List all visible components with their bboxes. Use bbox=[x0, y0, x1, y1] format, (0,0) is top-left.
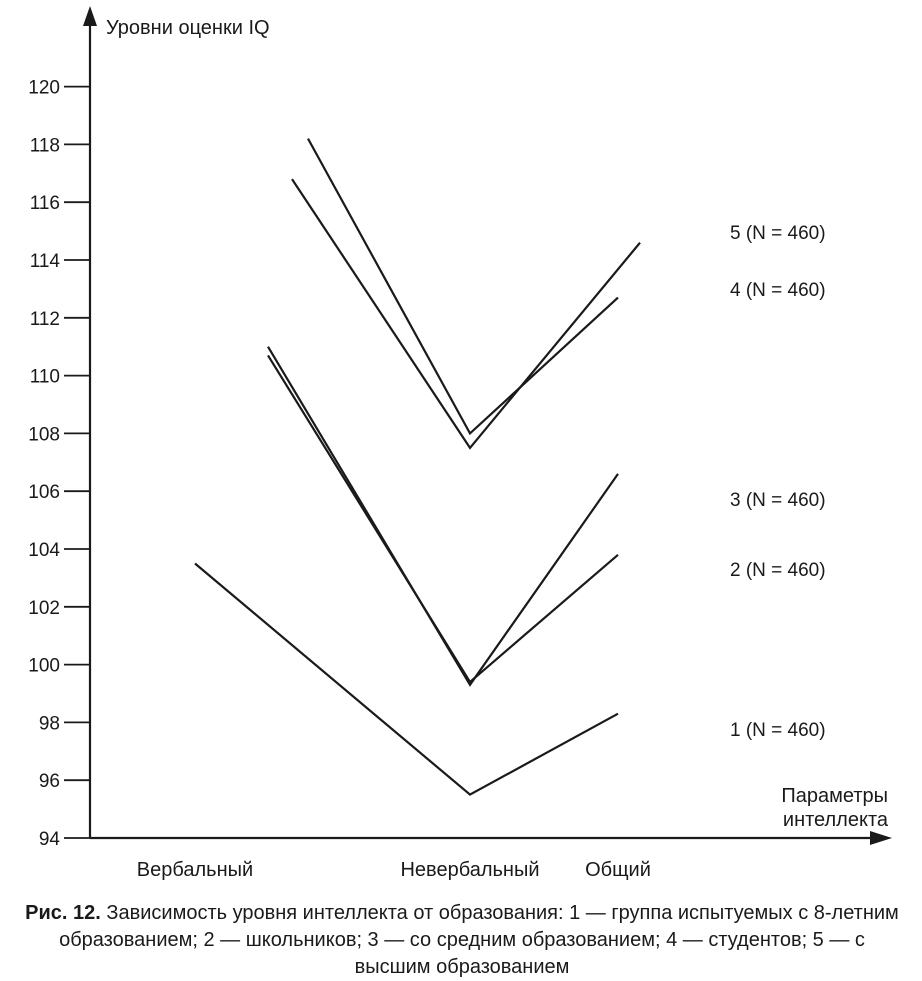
y-tick-label: 98 bbox=[38, 713, 60, 735]
x-category-label: Невербальный bbox=[400, 859, 540, 881]
series-label: 1 (N = 460) bbox=[730, 720, 826, 741]
y-tick-label: 94 bbox=[38, 829, 60, 850]
caption-text: Зависимость уровня интеллекта от образования: 1 — группа испытуемых с 8-летним образованием; 2 — школьников; 3 — со средним образованием; 4 — студентов; 5 — с высшим образованием bbox=[59, 902, 899, 978]
y-tick-label: 108 bbox=[28, 424, 60, 446]
series-label: 5 (N = 460) bbox=[730, 223, 826, 244]
y-tick-label: 104 bbox=[28, 540, 60, 561]
figure-caption bbox=[22, 900, 902, 981]
y-tick-label: 102 bbox=[28, 597, 60, 619]
y-axis-arrow bbox=[83, 6, 97, 26]
series-line bbox=[308, 139, 618, 434]
x-axis-label-line2: интеллекта bbox=[782, 809, 888, 831]
series-label: 2 (N = 460) bbox=[730, 560, 826, 581]
y-axis-label: Уровни оценки IQ bbox=[106, 17, 270, 39]
x-axis-label-line1: Параметры bbox=[781, 785, 888, 807]
series-line bbox=[268, 355, 618, 682]
y-tick-label: 100 bbox=[28, 655, 60, 677]
y-tick-label: 120 bbox=[28, 77, 60, 99]
caption-label: Рис. 12. bbox=[25, 902, 101, 924]
series-line bbox=[268, 347, 618, 685]
y-tick-label: 118 bbox=[29, 135, 60, 157]
series-line bbox=[195, 564, 618, 795]
y-tick-label: 116 bbox=[29, 193, 60, 215]
y-tick-label: 106 bbox=[28, 482, 60, 504]
x-category-label: Вербальный bbox=[136, 859, 254, 881]
x-axis-arrow bbox=[870, 831, 892, 845]
y-tick-label: 96 bbox=[38, 771, 60, 793]
y-tick-label: 112 bbox=[29, 308, 60, 330]
x-category-label: Общий bbox=[585, 859, 651, 881]
series-label: 4 (N = 460) bbox=[730, 280, 826, 301]
series-line bbox=[292, 179, 640, 448]
series-label: 3 (N = 460) bbox=[730, 490, 826, 511]
y-tick-label: 114 bbox=[29, 251, 60, 272]
y-tick-label: 110 bbox=[29, 366, 60, 388]
